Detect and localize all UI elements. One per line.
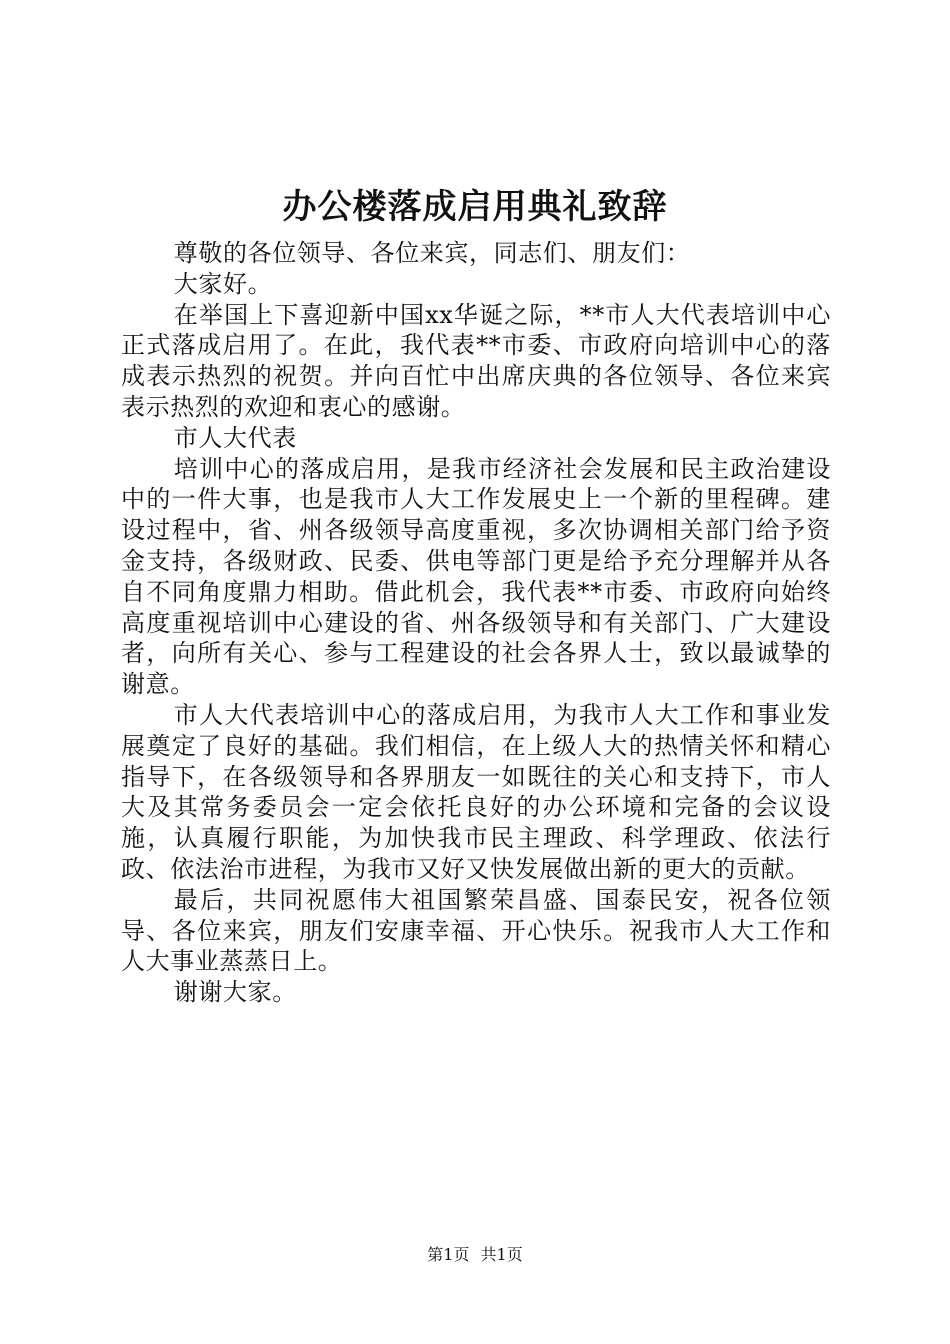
page-number-current: 第1页: [427, 1245, 470, 1264]
body-paragraph: 在举国上下喜迎新中国xx华诞之际，**市人大代表培训中心正式落成启用了。在此，我代表**市委、市政府向培训中心的落成表示热烈的祝贺。并向百忙中出席庆典的各位领导、各位来宾表示热烈的欢迎和衷心的感谢。: [121, 300, 831, 421]
body-paragraph: 市人大代表: [173, 423, 297, 452]
document-body: [121, 238, 831, 1008]
body-paragraph: 最后，共同祝愿伟大祖国繁荣昌盛、国泰民安，祝各位领导、各位来宾，朋友们安康幸福、开心快乐。祝我市人大工作和人大事业蒸蒸日上。: [121, 885, 831, 976]
greeting-paragraph: 大家好。: [173, 269, 273, 298]
body-paragraph: 市人大代表培训中心的落成启用，为我市人大工作和事业发展奠定了良好的基础。我们相信，在上级人大的热情关怀和精心指导下，在各级领导和各界朋友一如既往的关心和支持下，市人大及其常务委员会一定会依托良好的办公环境和完备的会议设施，认真履行职能，为加快我市民主理政、科学理政、依法行政、依法治市进程，为我市又好又快发展做出新的更大的贡献。: [121, 700, 831, 883]
salutation-paragraph: 尊敬的各位领导、各位来宾，同志们、朋友们：: [173, 239, 691, 267]
closing-paragraph: 谢谢大家。: [173, 978, 297, 1007]
body-paragraph: 培训中心的落成启用，是我市经济社会发展和民主政治建设中的一件大事，也是我市人大工作发展史上一个新的里程碑。建设过程中，省、州各级领导高度重视，多次协调相关部门给予资金支持，各级财政、民委、供电等部门更是给予充分理解并从各自不同角度鼎力相助。借此机会，我代表**市委、市政府向始终高度重视培训中心建设的省、州各级领导和有关部门、广大建设者，向所有关心、参与工程建设的社会各界人士，致以最诚挚的谢意。: [121, 454, 831, 699]
page-number-total: 共1页: [480, 1245, 523, 1264]
page-footer: [0, 1244, 950, 1266]
document-title: 办公楼落成启用典礼致辞: [282, 187, 668, 227]
